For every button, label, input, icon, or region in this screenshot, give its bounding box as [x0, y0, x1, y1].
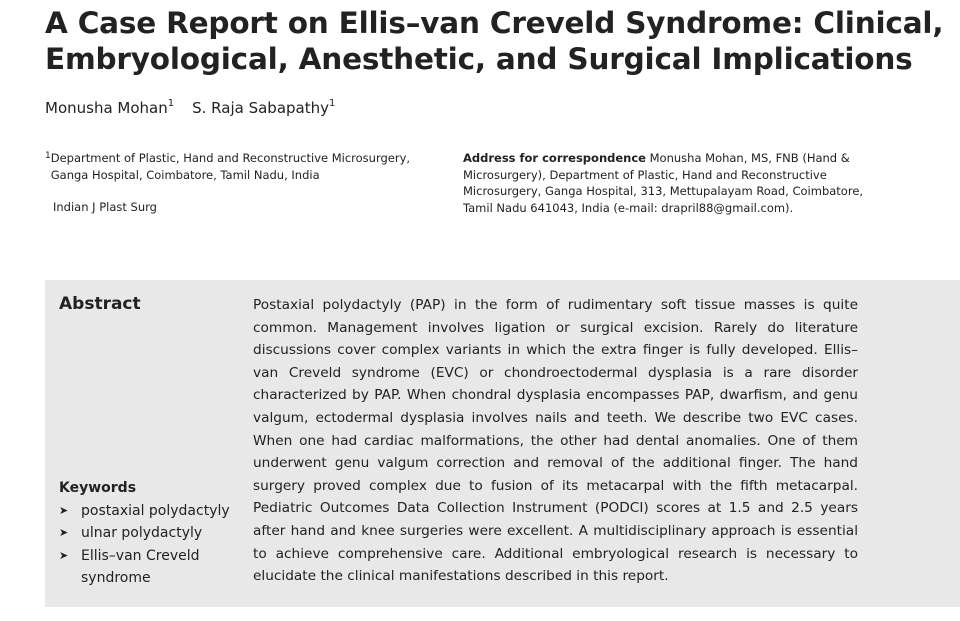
affiliation-text: Department of Plastic, Hand and Reconstructive Microsurgery, Ganga Hospital, Coimbatore, Tamil Nadu, India: [50, 151, 411, 182]
correspondence-label: Address for correspondence: [463, 151, 646, 165]
arrow-right-icon: ➤: [59, 503, 69, 517]
keyword-text: postaxial polydactyly: [81, 502, 230, 519]
correspondence-text: Monusha Mohan, MS, FNB (Hand & Microsurgery), Department of Plastic, Hand and Reconstructive Microsurgery, Ganga Hospital, 313, Mettupalayam Road, Coimbatore, Tamil Nadu 641043, India (e-mail: drapril88@gmail.com).: [463, 151, 864, 215]
abstract-text: Postaxial polydactyly (PAP) in the form of rudimentary soft tissue masses is quite common. Management involves ligation or surgical excision. Rarely do literature discussions cover complex variants in which the extra finger is fully developed. Ellis–van Creveld syndrome (EVC) or chondroectodermal dysplasia is a rare disorder characterized by PAP. When chondral dysplasia encompasses PAP, dwarfism, and genu valgum, ectodermal dysplasia involves nails and teeth. We describe two EVC cases. When one had cardiac malformations, the other had dental anomalies. One of them underwent genu valgum correction and removal of the additional finger. The hand surgery proved complex due to fusion of its metacarpal with the fifth metacarpal. Pediatric Outcomes Data Collection Instrument (PODCI) scores at 1.5 and 2.5 years after hand and knee surgeries were excellent. A multidisciplinary approach is essential to achieve comprehensive care. Additional embryological research is necessary to elucidate the clinical manifestations described in this report.: [253, 297, 858, 585]
abstract-box: [45, 280, 960, 607]
keyword-item: [59, 500, 249, 523]
keywords-list: [59, 500, 249, 590]
journal-name: Indian J Plast Surg: [53, 200, 157, 214]
author-affiliation-marker: 1: [329, 98, 336, 109]
correspondence: [463, 150, 883, 216]
keyword-item: [59, 545, 249, 590]
affiliation: [45, 150, 440, 183]
article-title: A Case Report on Ellis–van Creveld Syndrome: Clinical, Embryological, Anesthetic, and Surgical Implications: [45, 6, 944, 76]
abstract-heading: Abstract: [59, 294, 141, 314]
affiliation-number: 1: [45, 151, 51, 161]
arrow-right-icon: ➤: [59, 548, 69, 562]
arrow-right-icon: ➤: [59, 526, 69, 539]
author-list: [45, 99, 335, 117]
keywords-heading: Keywords: [59, 480, 137, 496]
keyword-text: ulnar polydactyly: [81, 525, 203, 541]
keywords-section: [59, 477, 249, 590]
keyword-item: [59, 522, 249, 545]
keyword-text: Ellis–van Creveld syndrome: [81, 547, 200, 586]
author-name: Monusha Mohan: [45, 99, 168, 117]
author-affiliation-marker: 1: [167, 98, 175, 109]
author-name: S. Raja Sabapathy: [192, 99, 329, 117]
